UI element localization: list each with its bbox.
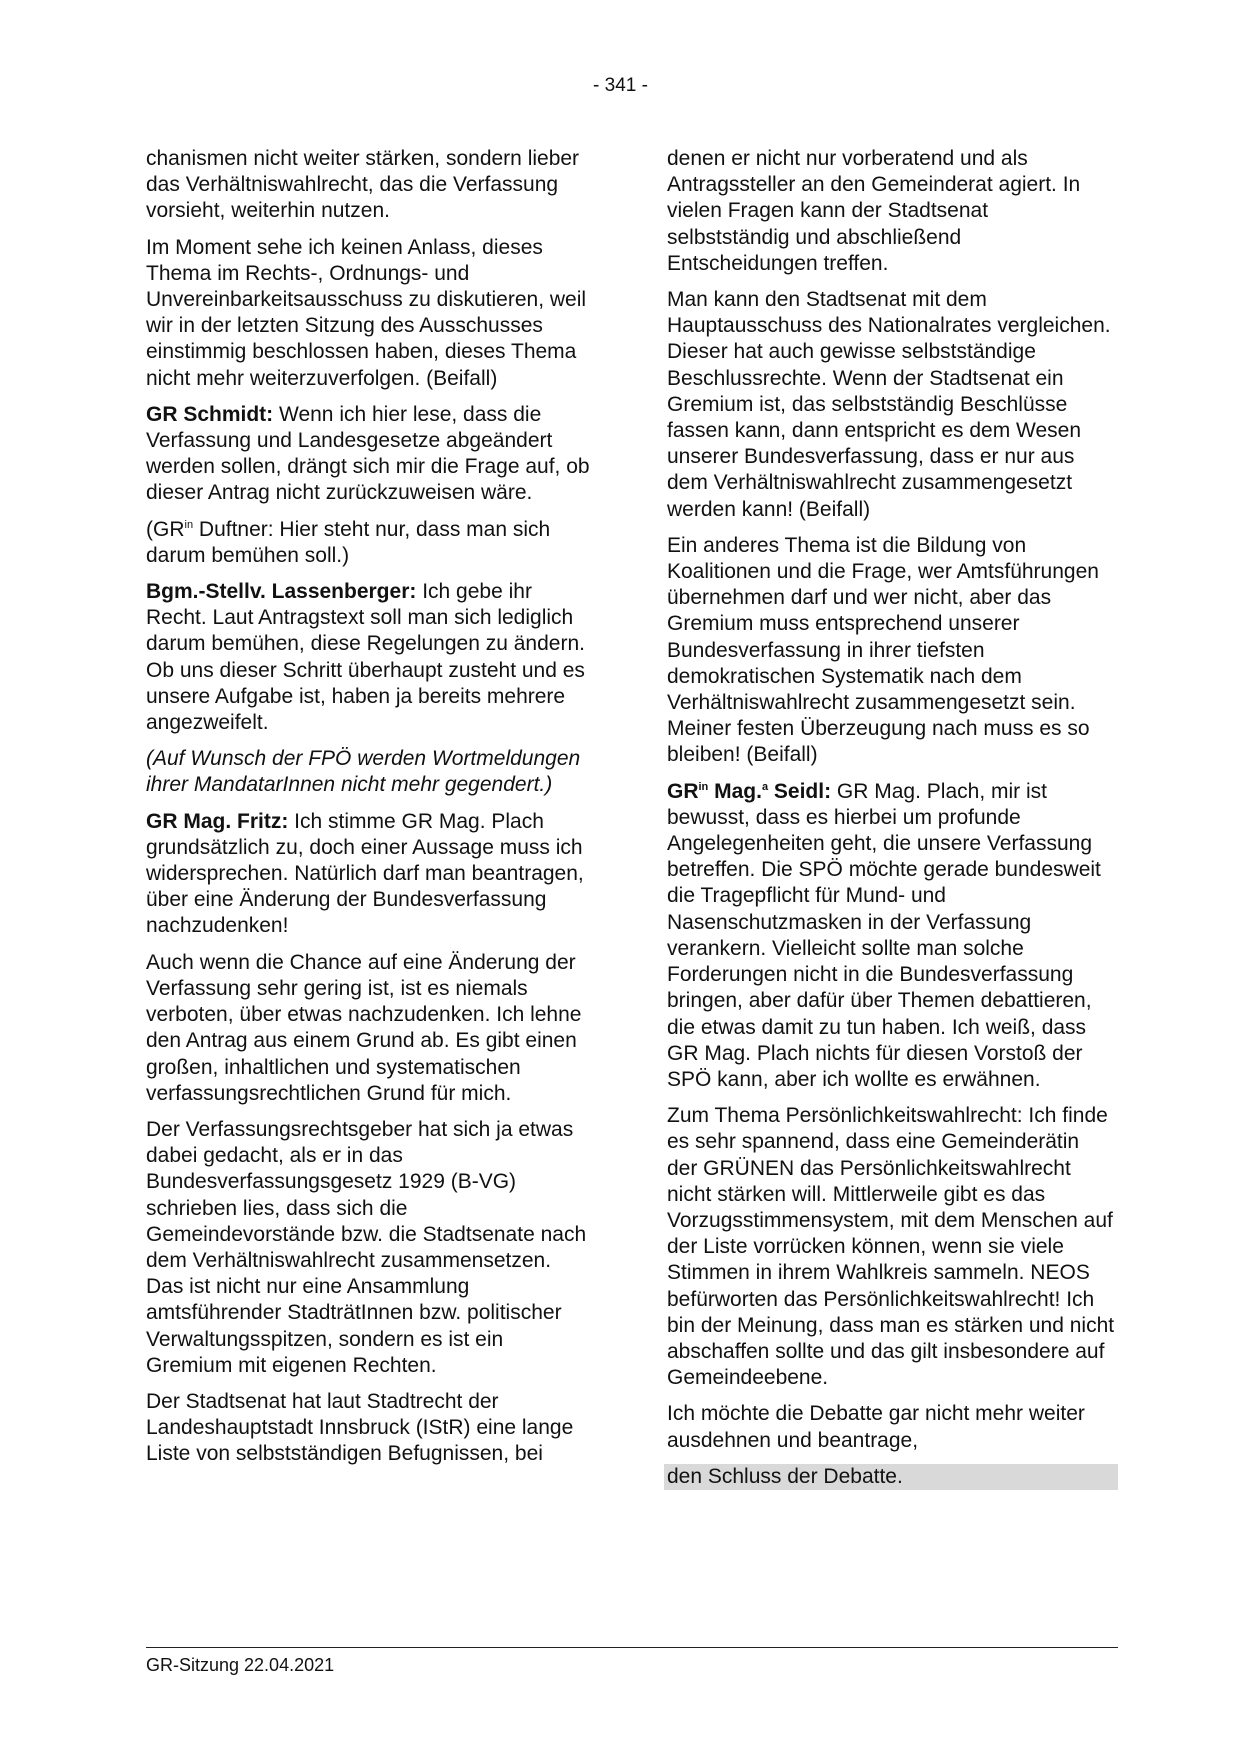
speech-schmidt: [146, 402, 594, 507]
speech-text: Wenn ich hier lese, dass die Verfassung und Landesgesetze abgeändert werden sollen, drängt sich mir die Frage auf, ob dieser Antrag nicht zurückzuweisen wäre.: [146, 402, 590, 505]
speech-fritz: [146, 809, 594, 940]
left-column: [146, 146, 594, 1478]
speaker-surname: Seidl:: [768, 779, 832, 803]
speaker-name: GR Schmidt:: [146, 402, 274, 426]
interjection-duftner: [146, 517, 594, 569]
paragraph: chanismen nicht weiter stärken, sondern lieber das Verhältniswahlrecht, das die Verfassung vorsieht, weiterhin nutzen.: [146, 147, 580, 223]
paragraph: Auch wenn die Chance auf eine Änderung der Verfassung sehr gering ist, ist es niemals verboten, über etwas nachzudenken. Ich lehne den Antrag aus einem Grund ab. Es gibt einen großen, inhaltlichen und systematischen verfassungsrechtlichen Grund für mich.: [146, 950, 582, 1105]
paragraph: Der Verfassungsrechtsgeber hat sich ja etwas dabei gedacht, als er in das Bundesverfassungsgesetz 1929 (B-VG) schrieben lies, dass sich die Gemeindevorstände bzw. die Stadtsenate nach dem Verhältniswahlrecht zusammensetzen. Das ist nicht nur eine Ansammlung amtsführender StadträtInnen bzw. politischer Verwaltungsspitzen, sondern es ist ein Gremium mit eigenen Rechten.: [146, 1117, 587, 1377]
paragraph: denen er nicht nur vorberatend und als Antragssteller an den Gemeinderat agiert. In vielen Fragen kann der Stadtsenat selbstständig und abschließend Entscheidungen treffen.: [667, 147, 1081, 275]
speaker-degree: Mag.: [708, 779, 762, 803]
paragraph: Ein anderes Thema ist die Bildung von Koalitionen und die Frage, wer Amtsführungen übernehmen darf und wer nicht, aber das Gremium muss entsprechend unserer Bundesverfassung in ihrer tiefsten demokratischen Systematik nach dem Verhältniswahlrecht zusammengesetzt sein. Meiner festen Überzeugung nach muss es so bleiben! (Beifall): [667, 533, 1099, 767]
speech-text: GR Mag. Plach, mir ist bewusst, dass es hierbei um profunde Angelegenheiten geht, die unsere Verfassung betreffen. Die SPÖ möchte gerade bundesweit die Tragepflicht für Mund- und Nasenschutzmasken in der Verfassung verankern. Vielleicht sollte man solche Forderungen nicht in die Bundesverfassung bringen, aber dafür über Themen debattieren, die etwas damit zu tun haben. Ich weiß, dass GR Mag. Plach nichts für diesen Vorstoß der SPÖ kann, aber ich wollte es erwähnen.: [667, 779, 1101, 1091]
paragraph: Der Stadtsenat hat laut Stadtrecht der Landeshauptstadt Innsbruck (IStR) eine lange Liste von selbstständigen Befugnissen, bei: [146, 1389, 574, 1466]
paragraph: Zum Thema Persönlichkeitswahlrecht: Ich finde es sehr spannend, dass eine Gemeinderätin der GRÜNEN das Persönlichkeitswahlrecht nicht stärken will. Mittlerweile gibt es das Vorzugsstimmensystem, mit dem Menschen auf der Liste vorrücken können, wenn sie viele Stimmen in ihrem Wahlkreis sammeln. NEOS befürworten das Persönlichkeitswahlrecht! Ich bin der Meinung, dass man es stärken und nicht abschaffen sollte und das gilt insbesondere auf Gemeindeebene.: [667, 1104, 1115, 1390]
paragraph: Man kann den Stadtsenat mit dem Hauptausschuss des Nationalrates vergleichen. Dieser hat auch gewisse selbstständige Beschlussrechte. Wenn der Stadtsenat ein Gremium ist, das selbstständig Beschlüsse fassen kann, dann entspricht es dem Wesen unserer Bundesverfassung, dass er nur aus dem Verhältniswahlrecht zusammengesetzt werden kann! (Beifall): [667, 288, 1111, 521]
interjection-prefix: (GR: [146, 517, 185, 541]
motion-highlight: den Schluss der Debatte.: [664, 1464, 1118, 1490]
paragraph: Im Moment sehe ich keinen Anlass, dieses Thema im Rechts-, Ordnungs- und Unvereinbarkeitsausschuss zu diskutieren, weil wir in der letzten Sitzung des Ausschusses einstimmig beschlossen haben, dieses Thema nicht mehr weiterzuverfolgen. (Beifall): [146, 235, 587, 390]
editorial-note: (Auf Wunsch der FPÖ werden Wortmeldungen ihrer MandatarInnen nicht mehr gegendert.): [146, 747, 581, 797]
interjection-text: Duftner: Hier steht nur, dass man sich darum bemühen soll.): [146, 517, 551, 567]
footer-session-date: GR-Sitzung 22.04.2021: [146, 1655, 335, 1675]
right-column: [667, 146, 1115, 1500]
speech-seidl: [667, 779, 1115, 1093]
speaker-name: Bgm.-Stellv. Lassenberger:: [146, 580, 417, 604]
speech-text: Ich stimme GR Mag. Plach grundsätzlich zu, doch einer Aussage muss ich widersprechen. Natürlich darf man beantragen, über eine Änderung der Bundesverfassung nachzudenken!: [146, 809, 584, 938]
speaker-name: GR Mag. Fritz:: [146, 809, 289, 833]
speech-text: Ich gebe ihr Recht. Laut Antragstext soll man sich lediglich darum bemühen, diese Regelungen zu ändern. Ob uns dieser Schritt überhaupt zusteht und es unsere Aufgabe ist, haben ja bereits mehrere angezweifelt.: [146, 580, 585, 735]
page-number: - 341 -: [593, 75, 648, 96]
speaker-name: [667, 780, 831, 803]
footer-divider: [146, 1647, 1118, 1648]
speech-lassenberger: [146, 579, 594, 736]
speaker-title: GR: [667, 779, 699, 803]
paragraph: Ich möchte die Debatte gar nicht mehr weiter ausdehnen und beantrage,: [667, 1402, 1085, 1452]
gender-suffix: in: [698, 780, 709, 793]
gender-suffix: a: [761, 780, 769, 793]
gender-suffix: in: [184, 518, 194, 531]
